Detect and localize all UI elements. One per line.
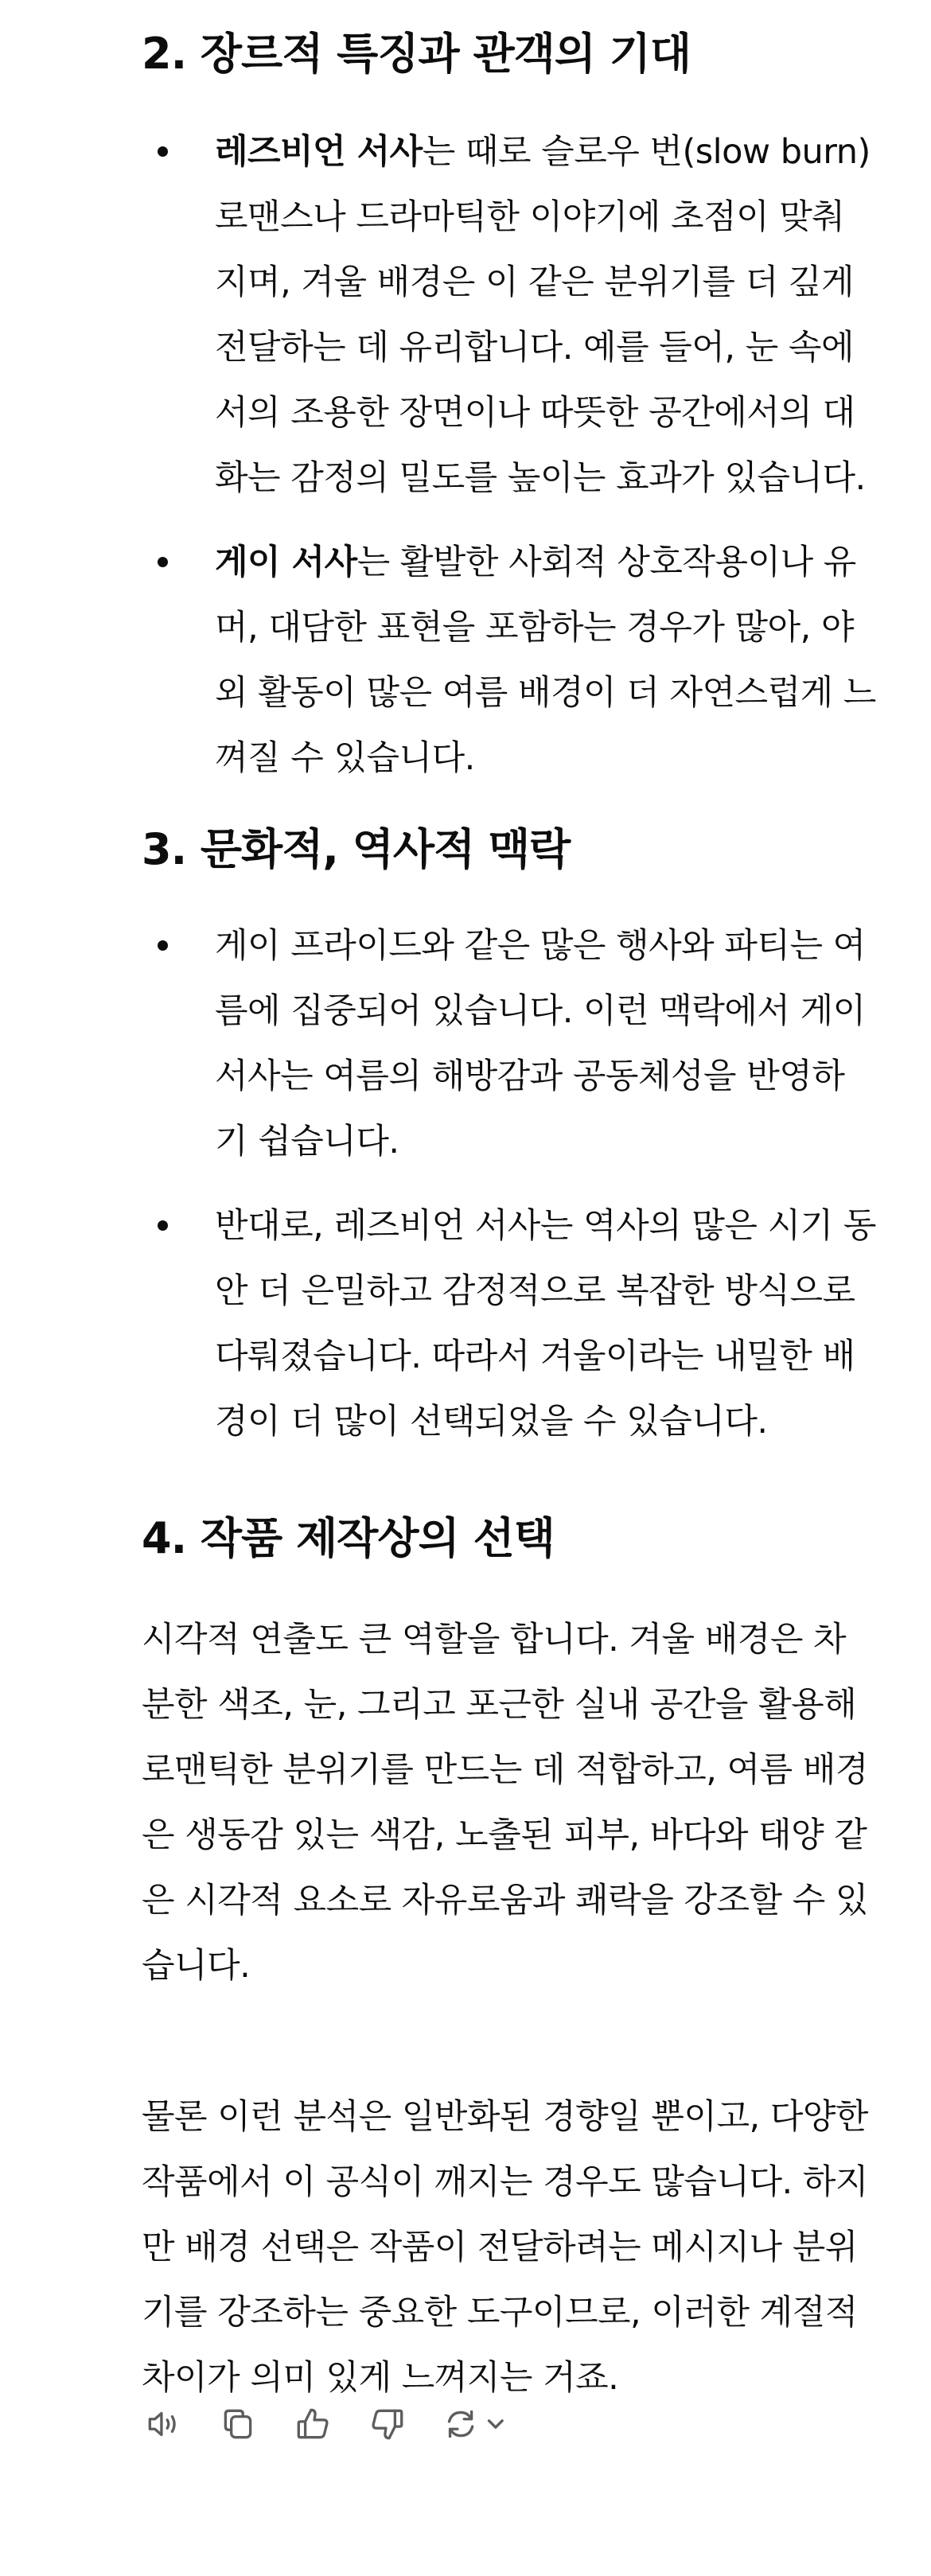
list-item (142, 913, 877, 1174)
section-title-context: 3. 문화적, 역사적 맥락 (142, 824, 571, 874)
section-title-genre: 2. 장르적 특징과 관객의 기대 (142, 29, 691, 79)
regenerate-button[interactable] (441, 2403, 517, 2446)
bad-response-button[interactable] (366, 2403, 409, 2446)
thumbs-up-icon (293, 2404, 333, 2444)
bullet-list-genre (142, 119, 877, 810)
regenerate-icon (441, 2404, 517, 2444)
good-response-button[interactable] (291, 2403, 334, 2446)
bullet-dot (158, 940, 168, 951)
list-item-text: 는 때로 슬로우 번(slow burn) 로맨스나 드라마틱한 이야기에 초점이 맞춰지며, 겨울 배경은 이 같은 분위기를 더 깊게 전달하는 데 유리합니다. 예를 들어, 눈 속에서의 조용한 장면이나 따뜻한 공간에서의 대화는 감정의 밀도를 높이는 효과가 있습니다. (215, 132, 871, 498)
bold-term: 레즈비언 서사 (215, 132, 423, 172)
copy-button[interactable] (216, 2403, 259, 2446)
section-title-production: 4. 작품 제작상의 선택 (142, 1513, 555, 1563)
section-paragraph: 시각적 연출도 큰 역할을 합니다. 겨울 배경은 차분한 색조, 눈, 그리고 포근한 실내 공간을 활용해 로맨틱한 분위기를 만드는 데 적합하고, 여름 배경은 생동감 있는 색감, 노출된 피부, 바다와 태양 같은 시각적 요소로 자유로움과 쾌락을 강조할 수 있습니다. (142, 1620, 868, 1986)
copy-icon (218, 2404, 258, 2444)
bullet-list-context (142, 913, 877, 1473)
list-item-text: 는 활발한 사회적 상호작용이나 유머, 대담한 표현을 포함하는 경우가 많아, 야외 활동이 많은 여름 배경이 더 자연스럽게 느껴질 수 있습니다. (215, 543, 876, 778)
closing-paragraph: 물론 이런 분석은 일반화된 경향일 뿐이고, 다양한 작품에서 이 공식이 깨지는 경우도 많습니다. 하지만 배경 선택은 작품이 전달하려는 메시지나 분위기를 강조하는 중요한 도구이므로, 이러한 계절적 차이가 의미 있게 느껴지는 거죠. (142, 2097, 868, 2398)
list-item-text: 게이 프라이드와 같은 많은 행사와 파티는 여름에 집중되어 있습니다. 이런 맥락에서 게이 서사는 여름의 해방감과 공동체성을 반영하기 쉽습니다. (215, 926, 866, 1162)
bold-term: 게이 서사 (215, 543, 357, 582)
list-item (142, 1193, 877, 1454)
list-item (142, 119, 877, 511)
list-item (142, 530, 877, 791)
speaker-icon (143, 2404, 183, 2444)
bullet-dot (158, 1220, 168, 1231)
thumbs-down-icon (368, 2404, 407, 2444)
message-actions (142, 2403, 517, 2446)
bullet-dot (158, 146, 168, 157)
bullet-dot (158, 557, 168, 567)
read-aloud-button[interactable] (142, 2403, 185, 2446)
list-item-text: 반대로, 레즈비언 서사는 역사의 많은 시기 동안 더 은밀하고 감정적으로 복잡한 방식으로 다뤄졌습니다. 따라서 겨울이라는 내밀한 배경이 더 많이 선택되었을 수 있습니다. (215, 1206, 876, 1442)
